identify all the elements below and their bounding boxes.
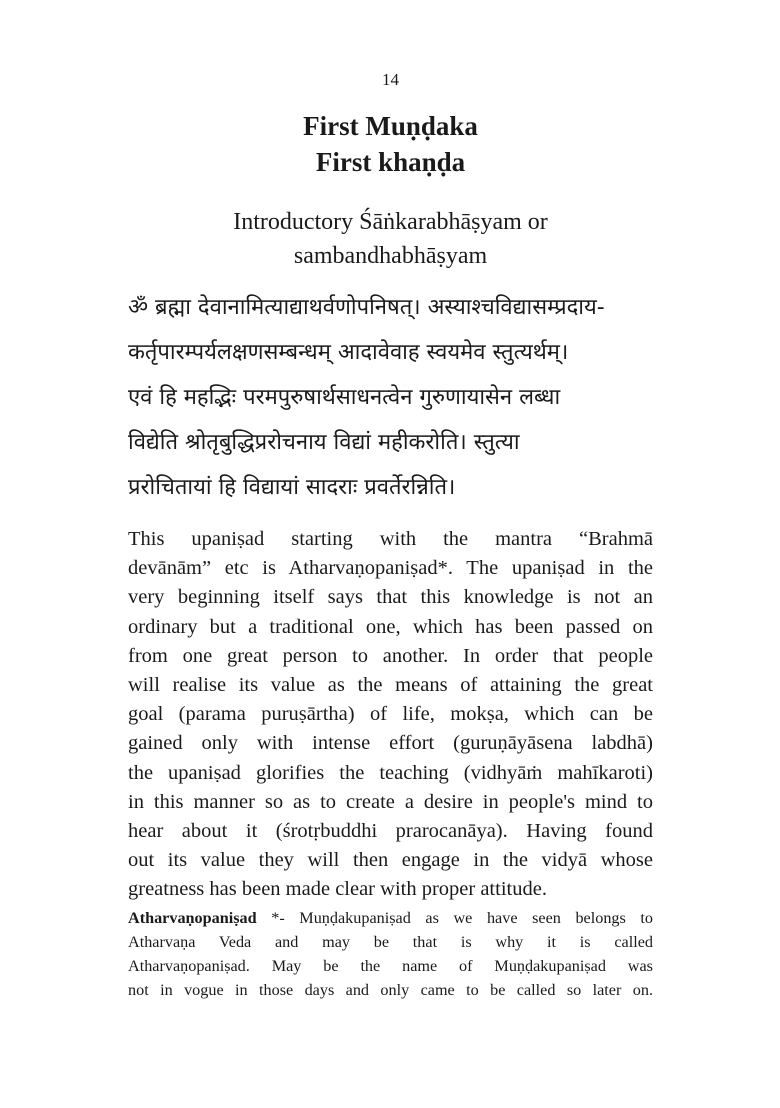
- sanskrit-line: एवं हि महद्भिः परमपुरुषार्थसाधनत्वेन गुरुणायासेन लब्धा: [128, 385, 561, 410]
- footnote-line: [128, 906, 653, 930]
- chapter-title: First Muṇḍaka: [303, 111, 478, 141]
- sanskrit-line: प्ररोचितायां हि विद्यायां सादराः प्रवर्तेरन्निति।: [128, 475, 456, 500]
- sanskrit-line: ॐ ब्रह्मा देवानामित्याद्याथर्वणोपनिषत्। अस्याश्चविद्यासम्प्रदाय-: [128, 295, 605, 320]
- paragraph-line: ordinary but a traditional one, which has been passed on: [128, 615, 653, 638]
- paragraph-line: will realise its value as the means of attaining the great: [128, 673, 653, 696]
- footnote-line: not in vogue in those days and only came to be called so later on.: [128, 981, 653, 999]
- paragraph-line: out its value they will then engage in the vidyā whose: [128, 849, 653, 872]
- footnote-line: Atharvaṇopaniṣad. May be the name of Muṇḍakupaniṣad was: [128, 957, 653, 975]
- section-title: First khaṇḍa: [315, 147, 466, 177]
- footnote-term: Atharvaṇopaniṣad: [128, 909, 257, 927]
- paragraph-line: devānām” etc is Atharvaṇopaniṣad*. The upaniṣad in the: [128, 557, 653, 580]
- paragraph-line: in this manner so as to create a desire in people's mind to: [128, 790, 653, 813]
- paragraph-line: very beginning itself says that this knowledge is not an: [128, 586, 653, 609]
- subheading-line-2: sambandhabhāṣyam: [293, 243, 488, 269]
- subheading-line-1: Introductory Śāṅkarabhāṣyam or: [233, 209, 548, 235]
- sanskrit-line: कर्तृपारम्पर्यलक्षणसम्बन्धम् आदावेवाह स्वयमेव स्तुत्यर्थम्।: [128, 340, 569, 365]
- commentary-paragraph: [128, 525, 653, 904]
- paragraph-line: the upaniṣad glorifies the teaching (vidhyāṁ mahīkaroti): [128, 761, 653, 784]
- page-number: 14: [382, 70, 399, 89]
- paragraph-line: greatness has been made clear with proper attitude.: [128, 878, 547, 901]
- footnote-text: *- Muṇḍakupaniṣad as we have seen belongs to: [256, 909, 653, 927]
- sanskrit-line: विद्येति श्रोतृबुद्धिप्ररोचनाय विद्यां महीकरोति। स्तुत्या: [128, 430, 520, 455]
- paragraph-line: hear about it (śrotṛbuddhi prarocanāya). Having found: [128, 819, 653, 842]
- sanskrit-verse: [128, 285, 658, 510]
- paragraph-line: goal (parama puruṣārtha) of life, mokṣa, which can be: [128, 703, 653, 726]
- paragraph-line: gained only with intense effort (guruṇāyāsena labdhā): [128, 732, 653, 755]
- paragraph-line: This upaniṣad starting with the mantra “Brahmā: [128, 528, 653, 550]
- paragraph-line: from one great person to another. In order that people: [128, 644, 653, 667]
- footnote: [128, 906, 653, 1002]
- footnote-line: Atharvaṇa Veda and may be that is why it is called: [128, 933, 653, 951]
